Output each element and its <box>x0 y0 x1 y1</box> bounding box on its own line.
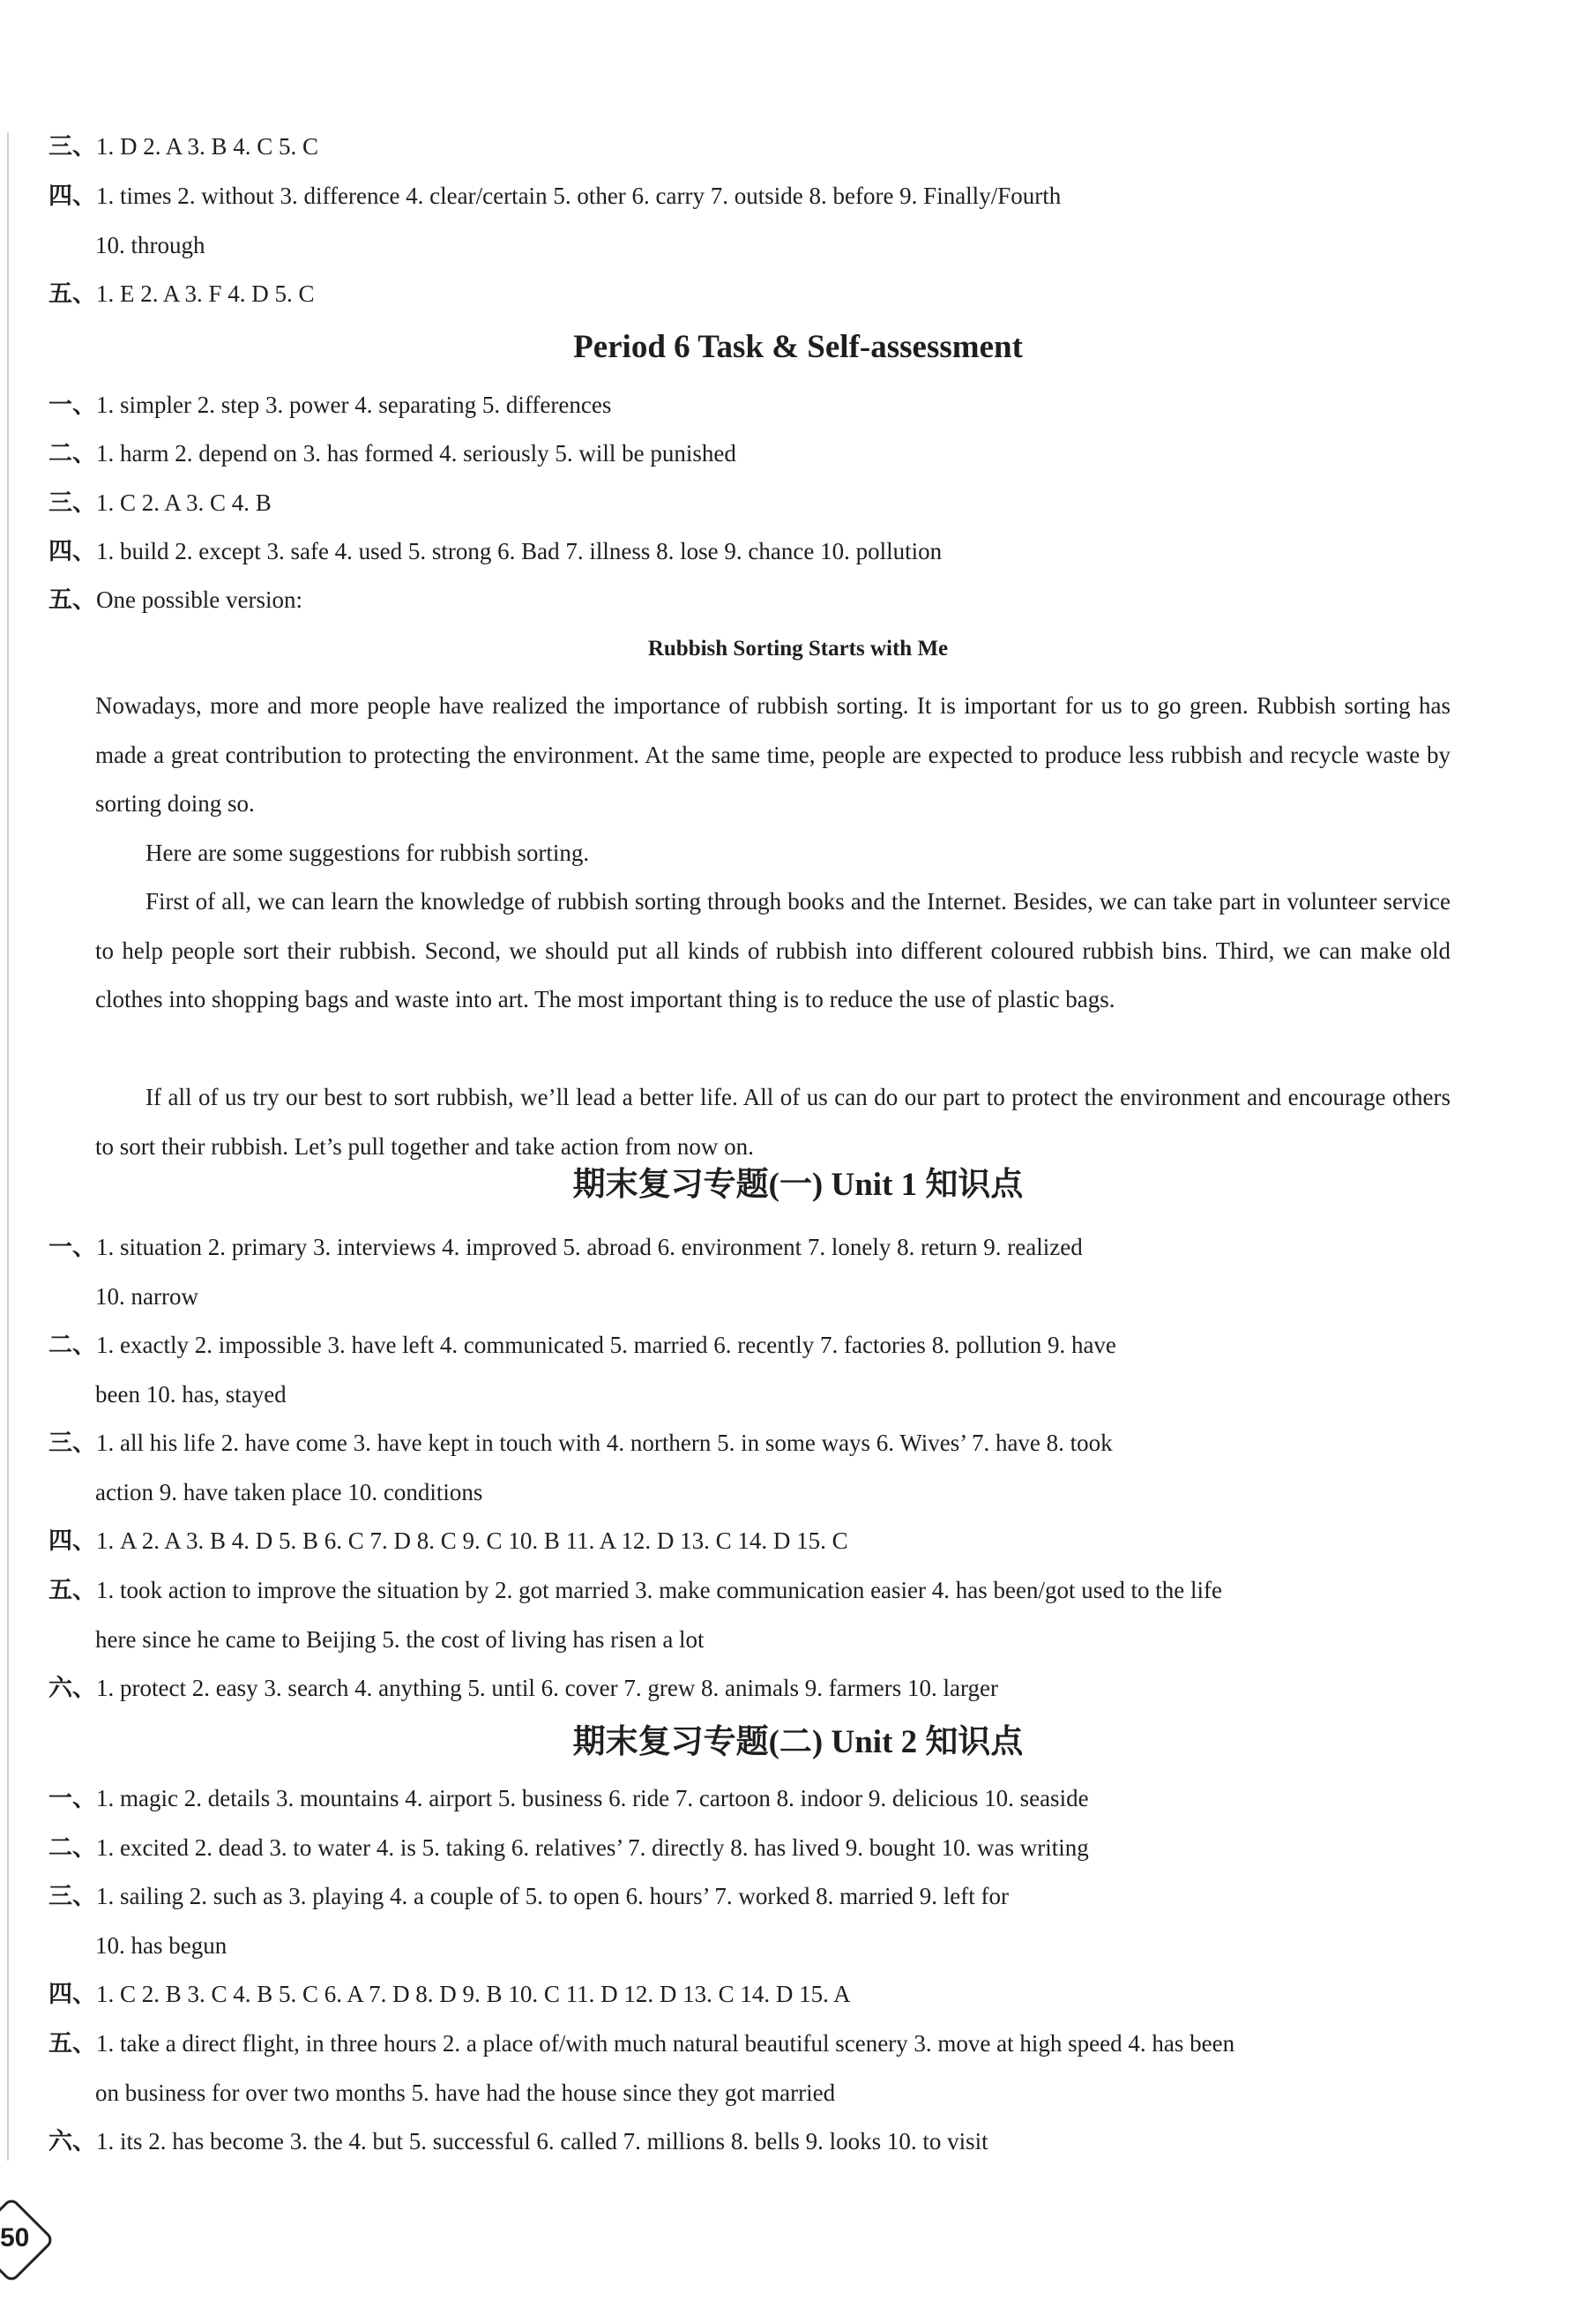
answer-line: 四、1. build 2. except 3. safe 4. used 5. strong 6. Bad 7. illness 8. lose 9. chance 10. pollution <box>48 538 943 564</box>
essay-paragraph-2: Here are some suggestions for rubbish sorting. <box>145 840 590 866</box>
answer-line: 三、1. D 2. A 3. B 4. C 5. C <box>48 133 319 160</box>
answer-line: 六、1. protect 2. easy 3. search 4. anything 5. until 6. cover 7. grew 8. animals 9. farmers 10. larger <box>48 1675 998 1701</box>
answer-line: 四、1. C 2. B 3. C 4. B 5. C 6. A 7. D 8. D 9. B 10. C 11. D 12. D 13. C 14. D 15. A <box>48 1981 851 2007</box>
answer-line-continued: 10. narrow <box>95 1283 198 1310</box>
essay-title: Rubbish Sorting Starts with Me <box>647 637 949 661</box>
answer-line-continued: 10. has begun <box>95 1932 227 1959</box>
section-heading-review2: 期末复习专题(二) Unit 2 知识点 <box>572 1724 1024 1760</box>
essay-paragraph-1: Nowadays, more and more people have realized the importance of rubbish sorting. It is important for us to go green. Rubbish sorting has made a great contribution to protecting the environment. At the same time, people are expected to produce less rubbish and recycle waste by sorting doing so. <box>95 692 1451 817</box>
answer-line-continued: been 10. has, stayed <box>95 1381 287 1408</box>
answer-line: 五、1. took action to improve the situation by 2. got married 3. make communication easier 4. has been/got used to the life <box>48 1577 1222 1603</box>
binding-edge <box>7 132 9 2161</box>
answer-line: 五、1. E 2. A 3. F 4. D 5. C <box>48 280 315 307</box>
essay-paragraph-4: If all of us try our best to sort rubbish, we’ll lead a better life. All of us can do our part to protect the environment and encourage others to sort their rubbish. Let’s pull together and take action from now on. <box>95 1084 1451 1160</box>
answer-line: 四、1. times 2. without 3. difference 4. clear/certain 5. other 6. carry 7. outside 8. before 9. Finally/Fourth <box>48 183 1062 209</box>
answer-line: 二、1. harm 2. depend on 3. has formed 4. seriously 5. will be punished <box>48 440 736 467</box>
answer-line: 五、1. take a direct flight, in three hours 2. a place of/with much natural beautiful scenery 3. move at high speed 4. has been <box>48 2030 1235 2057</box>
essay-paragraph-3: First of all, we can learn the knowledge of rubbish sorting through books and the Internet. Besides, we can take part in volunteer service to help people sort their rubbish. Second, we should put all kinds of rubbish into different coloured rubbish bins. Third, we can make old clothes into shopping bags and waste into art. The most important thing is to reduce the use of plastic bags. <box>95 888 1451 1012</box>
answer-line: 三、1. C 2. A 3. C 4. B <box>48 489 272 516</box>
answer-line: 一、1. situation 2. primary 3. interviews 4. improved 5. abroad 6. environment 7. lonely 8. return 9. realized <box>48 1234 1083 1260</box>
answer-line: 二、1. excited 2. dead 3. to water 4. is 5. taking 6. relatives’ 7. directly 8. has lived 9. bought 10. was writing <box>48 1834 1089 1861</box>
section-heading-period6: Period 6 Task & Self-assessment <box>573 329 1023 365</box>
answer-line-continued: here since he came to Beijing 5. the cost of living has risen a lot <box>95 1626 705 1653</box>
answer-line-continued: 10. through <box>95 232 205 258</box>
answer-line-continued: action 9. have taken place 10. conditions <box>95 1479 483 1505</box>
answer-line-continued: on business for over two months 5. have had the house since they got married <box>95 2080 836 2106</box>
section-heading-review1: 期末复习专题(一) Unit 1 知识点 <box>572 1167 1024 1203</box>
answer-line: 三、1. sailing 2. such as 3. playing 4. a couple of 5. to open 6. hours’ 7. worked 8. married 9. left for <box>48 1883 1010 1909</box>
answer-line: 一、1. magic 2. details 3. mountains 4. airport 5. business 6. ride 7. cartoon 8. indoor 9. delicious 10. seaside <box>48 1785 1089 1811</box>
page-number: 50 <box>0 2223 30 2252</box>
answer-line: 四、1. A 2. A 3. B 4. D 5. B 6. C 7. D 8. C 9. C 10. B 11. A 12. D 13. C 14. D 15. C <box>48 1527 848 1554</box>
answer-line: 一、1. simpler 2. step 3. power 4. separating 5. differences <box>48 392 612 418</box>
answer-line: 六、1. its 2. has become 3. the 4. but 5. successful 6. called 7. millions 8. bells 9. looks 10. to visit <box>48 2128 988 2154</box>
answer-line: 三、1. all his life 2. have come 3. have kept in touch with 4. northern 5. in some ways 6. Wives’ 7. have 8. took <box>48 1430 1113 1456</box>
answer-line: 二、1. exactly 2. impossible 3. have left 4. communicated 5. married 6. recently 7. factories 8. pollution 9. have <box>48 1332 1116 1358</box>
answer-line: 五、One possible version: <box>48 586 302 613</box>
